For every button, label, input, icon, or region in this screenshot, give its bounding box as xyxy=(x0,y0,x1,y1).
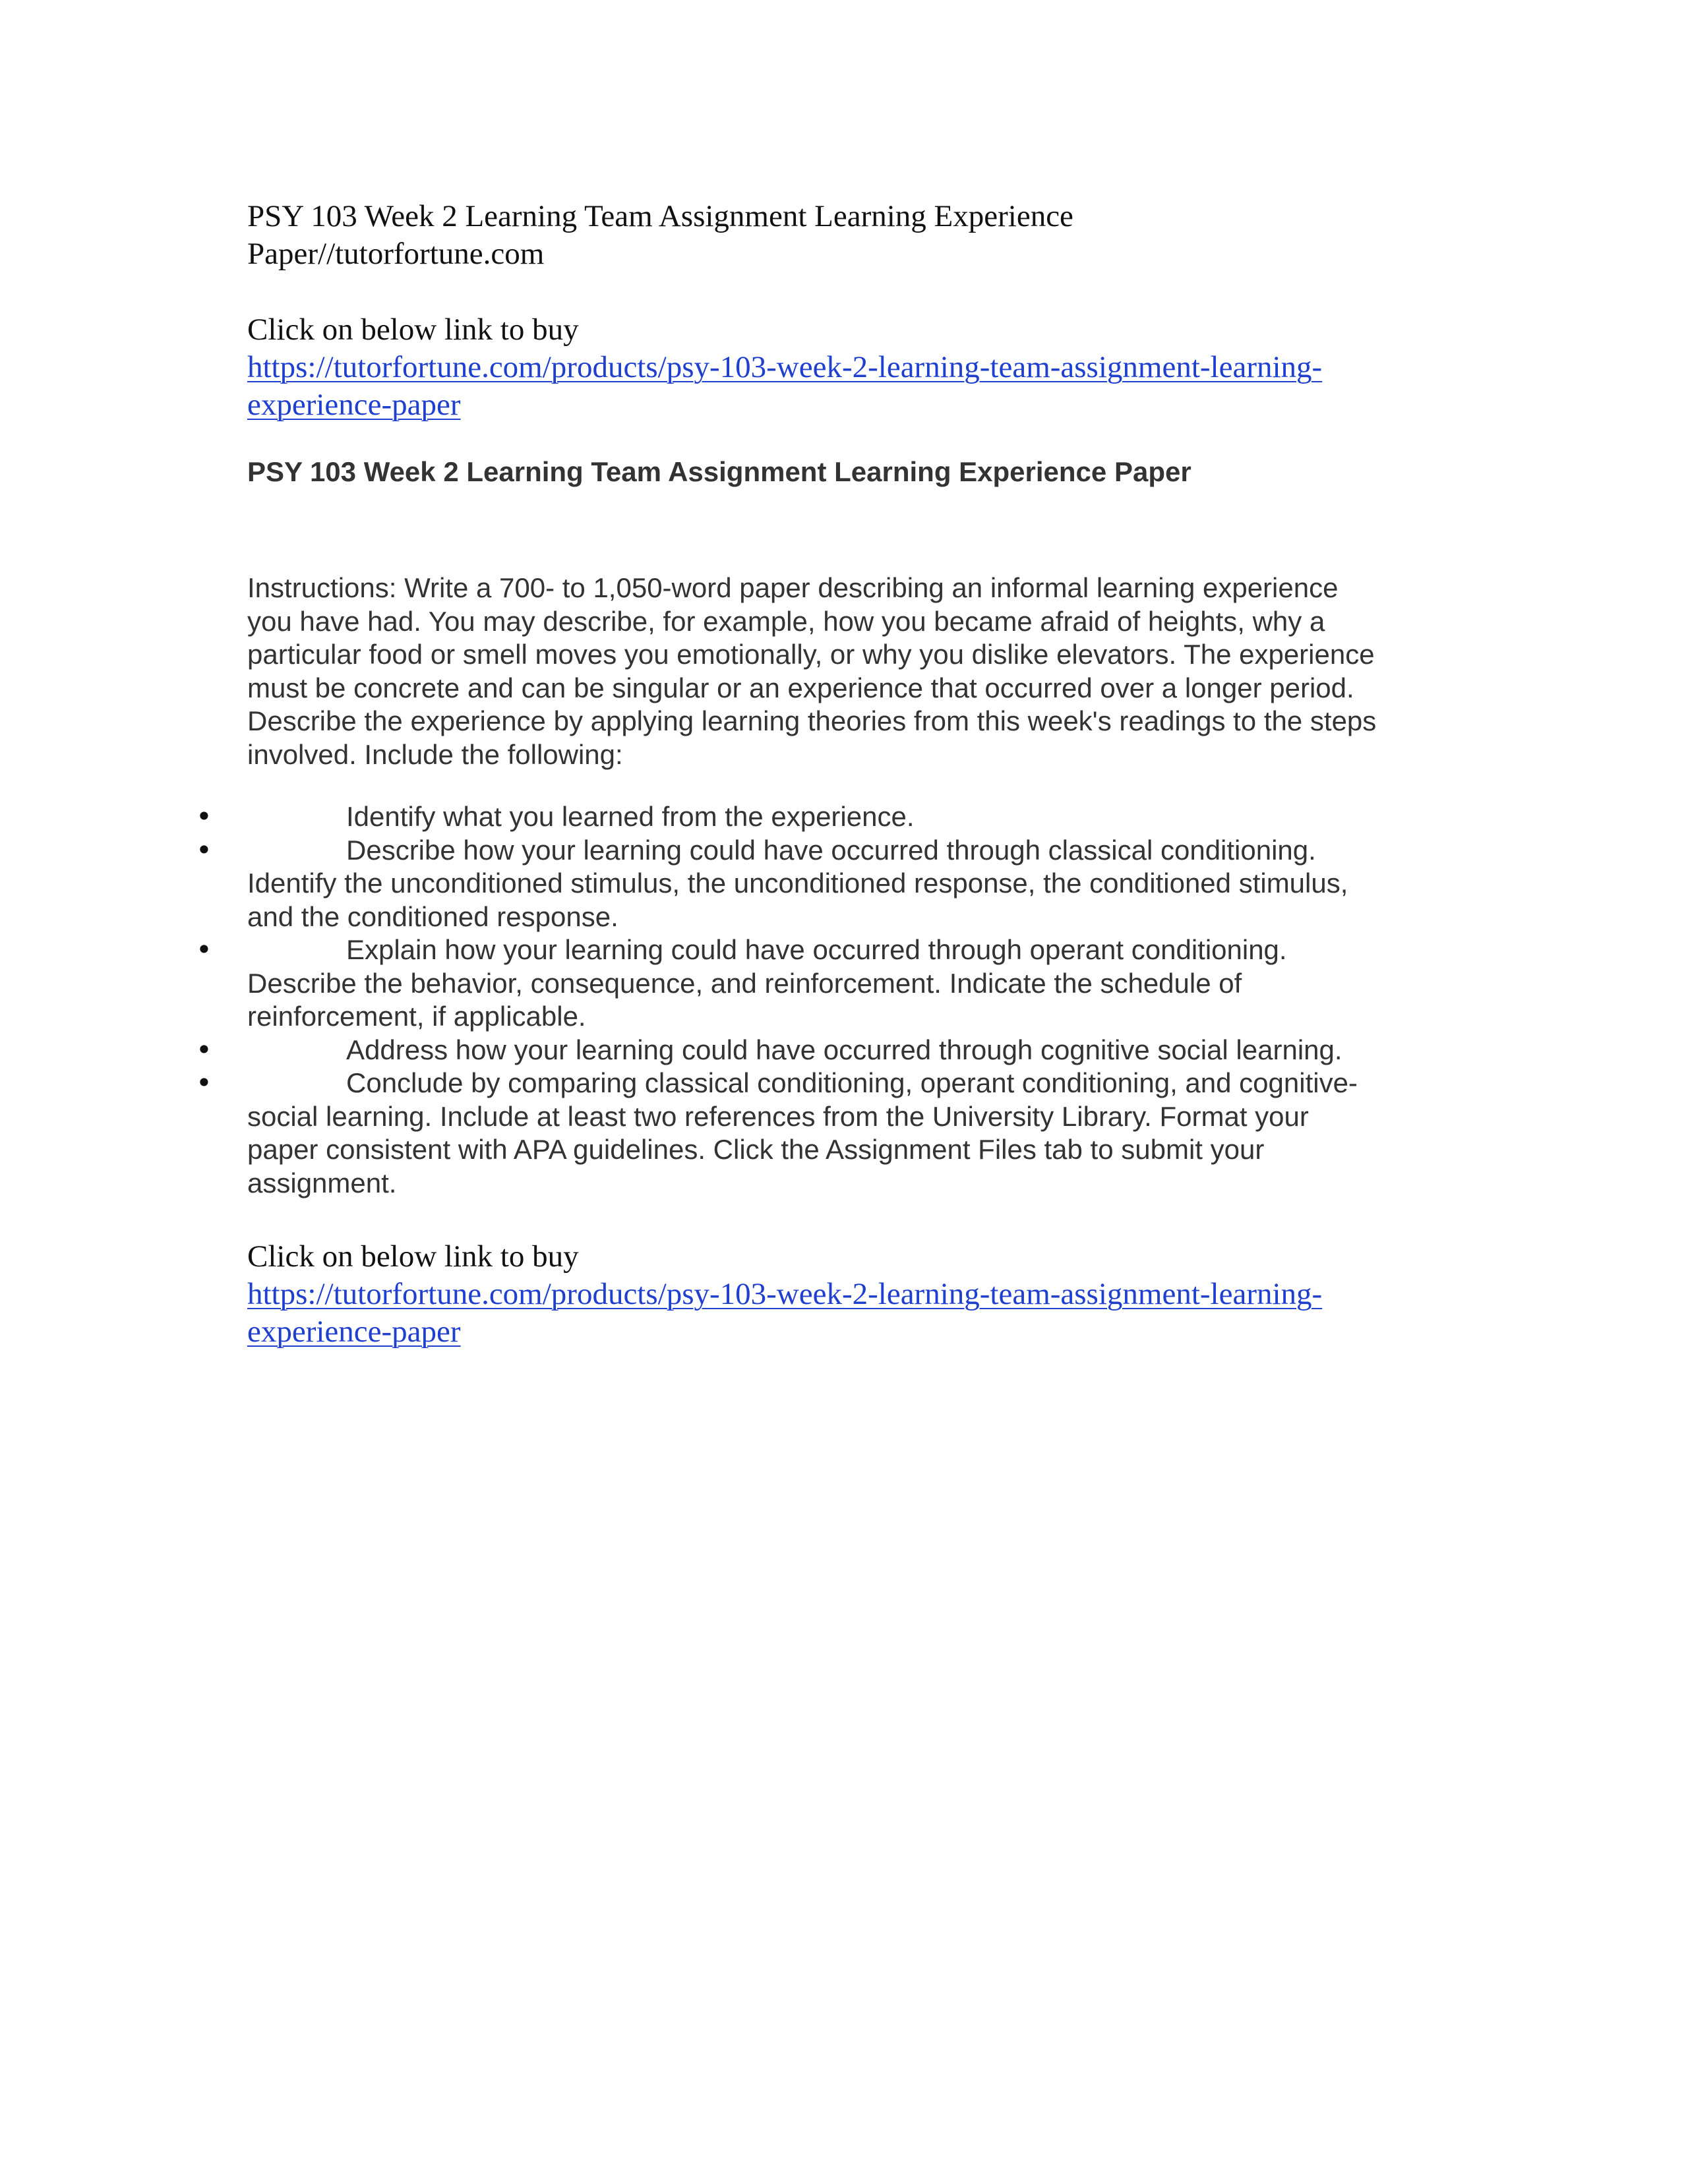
list-item-line xyxy=(247,1034,1447,1067)
instructions-line: Instructions: Write a 700- to 1,050-word paper describing an informal learning experience xyxy=(247,572,1339,603)
buy-link-line-2[interactable]: experience-paper xyxy=(247,388,461,422)
bullet-icon: • xyxy=(196,1067,212,1099)
buy-prompt: Click on below link to buy xyxy=(247,312,579,347)
buy-link-block xyxy=(247,311,1447,424)
instructions-line: involved. Include the following: xyxy=(247,738,623,770)
spacer xyxy=(247,273,1447,311)
list-item-line: Describe the behavior, consequence, and reinforcement. Indicate the schedule of xyxy=(247,967,1242,999)
spacer xyxy=(247,1200,1447,1238)
list-item-text: Conclude by comparing classical conditioning, operant conditioning, and cognitive- xyxy=(346,1067,1358,1098)
instructions-paragraph xyxy=(247,572,1447,771)
bullet-icon: • xyxy=(196,833,212,866)
bullet-icon: • xyxy=(196,800,212,833)
instructions-line: you have had. You may describe, for example, how you became afraid of heights, why a xyxy=(247,605,1325,637)
footer-buy-link-block xyxy=(247,1238,1447,1351)
title-line-2: Paper//tutorfortune.com xyxy=(247,237,545,271)
bullet-icon: • xyxy=(196,1033,212,1066)
list-item xyxy=(196,933,1447,1034)
instructions-line: particular food or smell moves you emotionally, or why you dislike elevators. The experience xyxy=(247,639,1375,670)
list-item xyxy=(196,1067,1447,1200)
footer-buy-link[interactable] xyxy=(247,1276,1447,1351)
buy-link-line-1[interactable]: https://tutorfortune.com/products/psy-103-week-2-learning-team-assignment-learning- xyxy=(247,350,1323,384)
instructions-line: must be concrete and can be singular or an experience that occurred over a longer period. xyxy=(247,672,1354,703)
title-line-1: PSY 103 Week 2 Learning Team Assignment Learning Experience xyxy=(247,199,1073,233)
bullet-icon: • xyxy=(196,933,212,966)
footer-buy-prompt: Click on below link to buy xyxy=(247,1239,579,1274)
list-item xyxy=(196,833,1447,934)
list-item-text: Explain how your learning could have occurred through operant conditioning. xyxy=(346,934,1287,965)
spacer xyxy=(247,488,1447,572)
list-item-line: Identify the unconditioned stimulus, the unconditioned response, the conditioned stimulus, xyxy=(247,868,1348,899)
list-item-line xyxy=(247,834,1447,868)
list-item-line xyxy=(247,933,1447,967)
footer-link-line-1[interactable]: https://tutorfortune.com/products/psy-103-week-2-learning-team-assignment-learning- xyxy=(247,1277,1323,1311)
instructions-line: Describe the experience by applying learning theories from this week's readings to the steps xyxy=(247,705,1377,736)
list-item xyxy=(196,1033,1447,1067)
list-item-line: reinforcement, if applicable. xyxy=(247,1001,586,1032)
list-item-line: paper consistent with APA guidelines. Click the Assignment Files tab to submit your xyxy=(247,1134,1265,1165)
list-item-text: Identify what you learned from the experience. xyxy=(346,801,915,832)
document-title xyxy=(247,198,1447,273)
requirements-list xyxy=(196,800,1447,1200)
list-item-line xyxy=(247,1067,1447,1100)
list-item-text: Describe how your learning could have occurred through classical conditioning. xyxy=(346,834,1316,866)
list-item xyxy=(196,800,1447,834)
spacer xyxy=(247,424,1447,456)
list-item-line: and the conditioned response. xyxy=(247,900,618,932)
list-item-line: assignment. xyxy=(247,1167,397,1198)
list-item-line xyxy=(247,800,1447,834)
footer-link-line-2[interactable]: experience-paper xyxy=(247,1314,461,1349)
document-body xyxy=(196,198,1447,1351)
spacer xyxy=(247,771,1447,800)
list-item-line: social learning. Include at least two references from the University Library. Format your xyxy=(247,1100,1309,1132)
list-item-text: Address how your learning could have occurred through cognitive social learning. xyxy=(346,1034,1342,1065)
buy-link[interactable] xyxy=(247,349,1447,424)
section-heading: PSY 103 Week 2 Learning Team Assignment Learning Experience Paper xyxy=(247,456,1191,487)
